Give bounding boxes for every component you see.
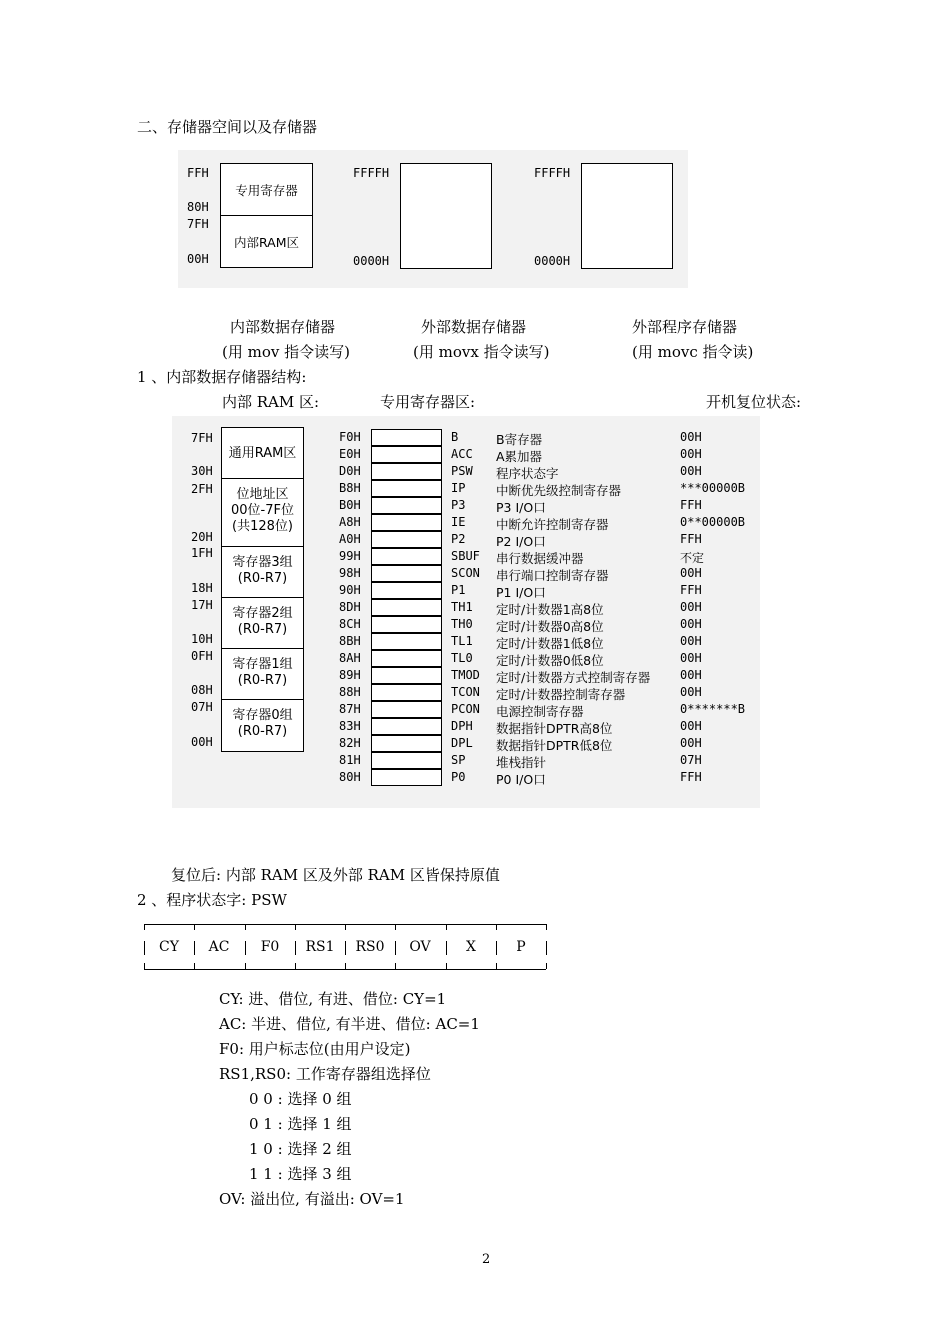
section-heading: 二、存储器空间以及存储器 <box>137 118 318 136</box>
psw-divider <box>446 963 447 969</box>
psw-divider <box>496 924 497 930</box>
addr-label: FFH <box>187 166 209 180</box>
addr-label: 7FH <box>187 217 209 231</box>
psw-bit: AC <box>208 939 230 955</box>
sfr-symbol: SCON <box>451 566 480 580</box>
ram-block-bank2 <box>221 606 304 638</box>
sfr-cell <box>371 548 442 565</box>
psw-note-f0: F0: 用户标志位(由用户设定) <box>219 1040 411 1058</box>
sfr-address: 99H <box>339 549 361 563</box>
sfr-description: 定时/计数器0低8位 <box>496 653 604 668</box>
sfr-symbol: PSW <box>451 464 473 478</box>
sfr-symbol: B <box>451 430 459 444</box>
sfr-symbol: P0 <box>451 770 466 784</box>
psw-divider <box>194 963 195 969</box>
page-number: 2 <box>482 1252 491 1267</box>
sfr-description: B寄存器 <box>496 432 543 447</box>
divider <box>221 648 304 649</box>
sfr-symbol: TH1 <box>451 600 473 614</box>
sfr-description: 中断允许控制寄存器 <box>496 517 609 532</box>
rs-option: 0 0 : 选择 0 组 <box>249 1090 352 1108</box>
sfr-reset-value: FFH <box>680 583 702 597</box>
ram-block-general <box>221 446 304 462</box>
sfr-cell <box>371 735 442 752</box>
sfr-address: 88H <box>339 685 361 699</box>
sfr-reset-value: 00H <box>680 668 702 682</box>
sfr-description: A累加器 <box>496 449 543 464</box>
sfr-description: 中断优先级控制寄存器 <box>496 483 622 498</box>
sfr-symbol: PCON <box>451 702 480 716</box>
addr-label: 0000H <box>534 254 571 268</box>
psw-divider <box>245 924 246 930</box>
psw-bottom-line <box>144 969 546 970</box>
sfr-description: P3 I/O口 <box>496 500 546 515</box>
sfr-cell <box>371 650 442 667</box>
caption-internal-data: 内部数据存储器 <box>230 318 336 336</box>
psw-note-cy: CY: 进、借位, 有进、借位: CY=1 <box>219 990 447 1008</box>
sfr-cell <box>371 718 442 735</box>
sfr-address: 89H <box>339 668 361 682</box>
external-data-box <box>400 163 492 269</box>
sfr-address: 8DH <box>339 600 361 614</box>
sfr-cell <box>371 701 442 718</box>
sfr-symbol: TCON <box>451 685 480 699</box>
addr-label: 10H <box>191 632 213 646</box>
sfr-address: 83H <box>339 719 361 733</box>
sfr-address: 87H <box>339 702 361 716</box>
sfr-address: 82H <box>339 736 361 750</box>
sfr-symbol: TL0 <box>451 651 473 665</box>
addr-label: 00H <box>191 735 213 749</box>
psw-divider <box>345 924 346 930</box>
block-label: (R0-R7) <box>237 724 288 739</box>
block-label: 通用RAM区 <box>228 446 297 461</box>
sfr-symbol: DPL <box>451 736 473 750</box>
psw-divider <box>345 963 346 969</box>
rs-option: 0 1 : 选择 1 组 <box>249 1115 352 1133</box>
sfr-description: 程序状态字 <box>496 466 559 481</box>
subsection-heading: 1 、内部数据存储器结构: <box>137 368 307 386</box>
sfr-description: 串行端口控制寄存器 <box>496 568 609 583</box>
block-label: 寄存器1组 <box>232 657 293 672</box>
sfr-address: D0H <box>339 464 361 478</box>
block-label: 寄存器0组 <box>232 708 293 723</box>
addr-label: 30H <box>191 464 213 478</box>
ram-block-bit-addressable <box>221 487 304 535</box>
addr-label: 1FH <box>191 546 213 560</box>
sfr-description: 电源控制寄存器 <box>496 704 584 719</box>
addr-label: FFFFH <box>353 166 390 180</box>
sfr-reset-value: 00H <box>680 464 702 478</box>
sfr-cell <box>371 616 442 633</box>
rs-option: 1 0 : 选择 2 组 <box>249 1140 352 1158</box>
psw-bit: P <box>516 939 526 955</box>
sfr-address: 81H <box>339 753 361 767</box>
sfr-address: B0H <box>339 498 361 512</box>
block-label: (R0-R7) <box>237 673 288 688</box>
sfr-cell <box>371 582 442 599</box>
addr-label: 07H <box>191 700 213 714</box>
sfr-address: F0H <box>339 430 361 444</box>
sfr-cell <box>371 463 442 480</box>
sfr-address: 8AH <box>339 651 361 665</box>
caption-external-program-note: (用 movc 指令读) <box>632 343 754 361</box>
sfr-cell <box>371 633 442 650</box>
sfr-address: A0H <box>339 532 361 546</box>
sfr-reset-value: 00H <box>680 634 702 648</box>
sfr-description: P2 I/O口 <box>496 534 546 549</box>
caption-external-program: 外部程序存储器 <box>632 318 738 336</box>
psw-divider <box>295 924 296 930</box>
sfr-reset-value: FFH <box>680 498 702 512</box>
sfr-reset-value: 07H <box>680 753 702 767</box>
sfr-address: B8H <box>339 481 361 495</box>
divider <box>221 699 304 700</box>
psw-bit: OV <box>409 939 431 955</box>
psw-divider <box>395 963 396 969</box>
psw-note-ac: AC: 半进、借位, 有半进、借位: AC=1 <box>219 1015 480 1033</box>
sfr-symbol: TMOD <box>451 668 480 682</box>
ram-block-bank3 <box>221 555 304 587</box>
sfr-cell <box>371 531 442 548</box>
ram-block-bank1 <box>221 657 304 689</box>
sfr-description: 定时/计数器控制寄存器 <box>496 687 626 702</box>
psw-bit: CY <box>159 939 179 955</box>
subsection-heading: 2 、程序状态字: PSW <box>137 891 287 909</box>
sfr-cell <box>371 684 442 701</box>
psw-bit: RS0 <box>355 939 385 955</box>
addr-label: 18H <box>191 581 213 595</box>
caption-external-data-note: (用 movx 指令读写) <box>413 343 550 361</box>
sfr-description: 定时/计数器0高8位 <box>496 619 604 634</box>
addr-label: 2FH <box>191 482 213 496</box>
sfr-reset-value: 0*******B <box>680 702 746 716</box>
sfr-cell <box>371 446 442 463</box>
caption-internal-data-note: (用 mov 指令读写) <box>222 343 350 361</box>
psw-divider <box>144 924 145 930</box>
psw-divider <box>496 963 497 969</box>
sfr-address: A8H <box>339 515 361 529</box>
block-label: 寄存器3组 <box>232 555 293 570</box>
sfr-cell <box>371 480 442 497</box>
psw-divider <box>546 924 547 930</box>
sfr-reset-value: ***00000B <box>680 481 746 495</box>
sfr-symbol: IP <box>451 481 466 495</box>
sfr-reset-value: 00H <box>680 566 702 580</box>
sfr-cell <box>371 497 442 514</box>
psw-divider <box>144 963 145 969</box>
sfr-reset-value: 00H <box>680 430 702 444</box>
rs-option: 1 1 : 选择 3 组 <box>249 1165 352 1183</box>
addr-label: FFFFH <box>534 166 571 180</box>
sfr-symbol: DPH <box>451 719 473 733</box>
sfr-symbol: P1 <box>451 583 466 597</box>
sfr-reset-value: 00H <box>680 685 702 699</box>
sfr-description: 定时/计数器1高8位 <box>496 602 604 617</box>
psw-divider <box>295 963 296 969</box>
sfr-symbol: SBUF <box>451 549 480 563</box>
reset-note: 复位后: 内部 RAM 区及外部 RAM 区皆保持原值 <box>171 866 500 884</box>
sfr-reset-value: 0**00000B <box>680 515 746 529</box>
ram-stack <box>221 427 304 752</box>
col-header-ram: 内部 RAM 区: <box>222 393 320 411</box>
psw-divider <box>546 941 547 955</box>
addr-label: 08H <box>191 683 213 697</box>
addr-label: 00H <box>187 252 209 266</box>
addr-label: 80H <box>187 200 209 214</box>
sfr-description: 数据指针DPTR低8位 <box>496 738 613 753</box>
col-header-sfr: 专用寄存器区: <box>380 393 476 411</box>
sfr-description: 数据指针DPTR高8位 <box>496 721 613 736</box>
sfr-address: E0H <box>339 447 361 461</box>
sfr-cell <box>371 752 442 769</box>
caption-external-data: 外部数据存储器 <box>421 318 527 336</box>
addr-label: 0FH <box>191 649 213 663</box>
sfr-cell <box>371 599 442 616</box>
addr-label: 0000H <box>353 254 390 268</box>
sfr-cell <box>371 769 442 786</box>
divider <box>221 546 304 547</box>
ram-area-label: 内部RAM区 <box>233 235 299 250</box>
sfr-cell <box>371 514 442 531</box>
psw-bit: X <box>466 939 476 955</box>
sfr-description: P1 I/O口 <box>496 585 546 600</box>
sfr-cell <box>371 667 442 684</box>
sfr-address: 8CH <box>339 617 361 631</box>
sfr-reset-value: 00H <box>680 719 702 733</box>
block-label: (R0-R7) <box>237 622 288 637</box>
sfr-description: 定时/计数器方式控制寄存器 <box>496 670 651 685</box>
sfr-reset-value: 00H <box>680 447 702 461</box>
psw-divider <box>395 924 396 930</box>
addr-label: 17H <box>191 598 213 612</box>
psw-divider <box>194 924 195 930</box>
sfr-reset-value: 00H <box>680 651 702 665</box>
sfr-symbol: P3 <box>451 498 466 512</box>
sfr-reset-value: FFH <box>680 770 702 784</box>
sfr-reset-value: 00H <box>680 736 702 750</box>
sfr-symbol: IE <box>451 515 466 529</box>
sfr-symbol: P2 <box>451 532 466 546</box>
sfr-reset-value: 00H <box>680 617 702 631</box>
sfr-address: 98H <box>339 566 361 580</box>
sfr-description: P0 I/O口 <box>496 772 546 787</box>
psw-bit: RS1 <box>305 939 335 955</box>
col-header-reset: 开机复位状态: <box>706 393 802 411</box>
sfr-address: 90H <box>339 583 361 597</box>
block-label: 00位-7F位 <box>231 503 294 518</box>
psw-divider <box>245 963 246 969</box>
sfr-address: 80H <box>339 770 361 784</box>
sfr-symbol: ACC <box>451 447 473 461</box>
sfr-cell <box>371 429 442 446</box>
sfr-reset-value: 不定 <box>680 551 705 565</box>
block-label: (共128位) <box>232 519 293 534</box>
sfr-symbol: SP <box>451 753 466 767</box>
sfr-reset-value: FFH <box>680 532 702 546</box>
addr-label: 7FH <box>191 431 213 445</box>
sfr-symbol: TH0 <box>451 617 473 631</box>
sfr-description: 串行数据缓冲器 <box>496 551 584 566</box>
divider <box>220 215 313 216</box>
sfr-cell <box>371 565 442 582</box>
sfr-area-label: 专用寄存器 <box>235 183 298 198</box>
sfr-symbol: TL1 <box>451 634 473 648</box>
block-label: 寄存器2组 <box>232 606 293 621</box>
sfr-reset-value: 00H <box>680 600 702 614</box>
divider <box>221 597 304 598</box>
ram-block-bank0 <box>221 708 304 740</box>
psw-note-ov: OV: 溢出位, 有溢出: OV=1 <box>219 1190 405 1208</box>
sfr-address: 8BH <box>339 634 361 648</box>
external-program-box <box>581 163 673 269</box>
psw-divider <box>546 963 547 969</box>
block-label: (R0-R7) <box>237 571 288 586</box>
psw-note-rs: RS1,RS0: 工作寄存器组选择位 <box>219 1065 431 1083</box>
sfr-description: 堆栈指针 <box>496 755 547 770</box>
psw-bit: F0 <box>260 939 280 955</box>
divider <box>221 478 304 479</box>
psw-divider <box>446 924 447 930</box>
block-label: 位地址区 <box>236 487 289 502</box>
sfr-description: 定时/计数器1低8位 <box>496 636 604 651</box>
addr-label: 20H <box>191 530 213 544</box>
